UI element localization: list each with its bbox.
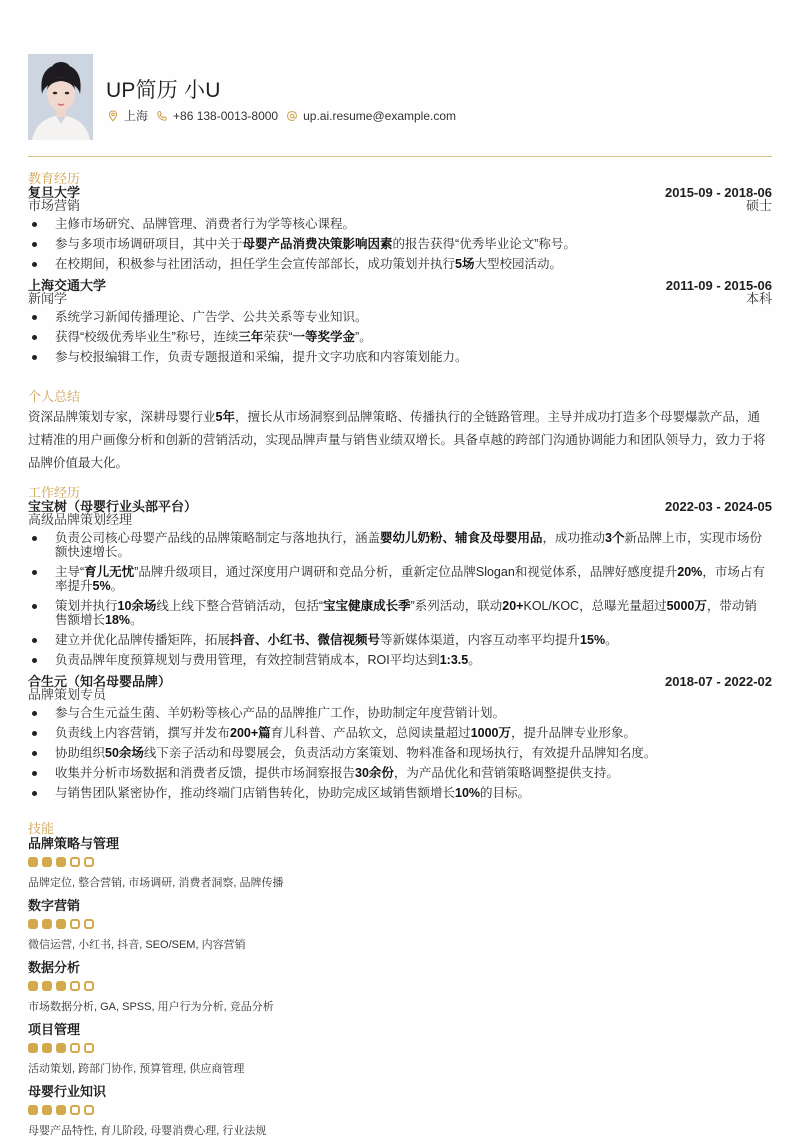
rating-dot-filled-icon (42, 1105, 52, 1115)
rating-dot-empty-icon (84, 981, 94, 991)
text-segment: 负责品牌年度预算规划与费用管理，有效控制营销成本，ROI平均达到 (55, 653, 440, 667)
email (286, 109, 456, 123)
bullet-item (28, 350, 772, 364)
text-segment: 与销售团队紧密协作，推动终端门店销售转化，协助完成区域销售额增长 (55, 786, 456, 800)
text-segment: ，成功推动 (542, 531, 606, 545)
job-title: 品牌策划专员 (28, 687, 107, 702)
bullet-item (28, 531, 772, 559)
date-range: 2018-07 - 2022-02 (665, 674, 772, 689)
bullet-item (28, 237, 772, 251)
bullet-item (28, 565, 772, 593)
rating-dot-empty-icon (70, 1043, 80, 1053)
highlight-text: 婴幼儿奶粉、辅食及母婴用品 (380, 531, 543, 545)
rating-dot-filled-icon (28, 857, 38, 867)
skill-rating (28, 1043, 772, 1054)
text-segment: 。 (130, 613, 143, 627)
bullet-list (28, 217, 772, 271)
skill-item (28, 836, 772, 890)
location (107, 107, 148, 124)
candidate-name: UP简历 小U (106, 79, 221, 102)
highlight-text: 一等奖学金 (292, 330, 356, 344)
section-title: 教育经历 (28, 171, 81, 186)
text-segment: ，市场占有率提升 (55, 565, 765, 593)
text-segment: 参与多项市场调研项目，其中关于 (55, 237, 243, 251)
summary-section (28, 390, 772, 475)
bullet-item (28, 257, 772, 271)
location-text: 上海 (124, 109, 149, 123)
bullet-item (28, 599, 772, 627)
company-name: 合生元（知名母婴品牌） (28, 674, 172, 689)
at-sign-icon (286, 110, 298, 122)
major: 新闻学 (28, 291, 68, 306)
profile-photo (28, 54, 93, 140)
text-segment: 新品牌上市，实现市场份额快速增长。 (55, 531, 763, 559)
bullet-list (28, 310, 772, 364)
contact-info (107, 107, 464, 124)
school-name: 上海交通大学 (28, 278, 107, 293)
work-section (28, 486, 772, 806)
skills-section (28, 822, 772, 1138)
skill-item (28, 960, 772, 1014)
header-divider (28, 156, 772, 157)
bullet-item (28, 786, 772, 800)
education-entry (28, 279, 772, 364)
highlight-text: 5000万 (666, 599, 707, 613)
rating-dot-filled-icon (28, 1105, 38, 1115)
skill-name: 母婴行业知识 (28, 1084, 107, 1099)
highlight-text: 抖音、小红书、微信视频号 (230, 633, 381, 647)
bullet-list (28, 531, 772, 667)
bullet-item (28, 726, 772, 740)
highlight-text: 20% (677, 565, 703, 579)
skill-name: 项目管理 (28, 1022, 81, 1037)
text-segment: 等新媒体渠道，内容互动率平均提升 (380, 633, 581, 647)
rating-dot-empty-icon (70, 981, 80, 991)
text-segment: 。 (468, 653, 481, 667)
highlight-text: 3个 (605, 531, 625, 545)
skill-name: 数据分析 (28, 960, 81, 975)
rating-dot-filled-icon (56, 1043, 66, 1053)
skill-rating (28, 857, 772, 868)
rating-dot-empty-icon (84, 1043, 94, 1053)
bullet-list (28, 706, 772, 800)
skill-keywords: 市场数据分析, GA, SPSS, 用户行为分析, 竞品分析 (28, 1001, 274, 1013)
resume-header (28, 54, 772, 140)
bullet-item (28, 706, 772, 720)
text-segment: 参与合生元益生菌、羊奶粉等核心产品的品牌推广工作，协助制定年度营销计划。 (55, 706, 506, 720)
text-segment: 系统学习新闻传播理论、广告学、公共关系等专业知识。 (55, 310, 368, 324)
rating-dot-filled-icon (28, 981, 38, 991)
text-segment: 收集并分析市场数据和消费者反馈，提供市场洞察报告 (55, 766, 356, 780)
bullet-item (28, 633, 772, 647)
rating-dot-empty-icon (70, 1105, 80, 1115)
text-segment: 荣获“ (263, 330, 293, 344)
text-segment: 策划并执行 (55, 599, 118, 613)
skill-rating (28, 1105, 772, 1116)
date-range: 2015-09 - 2018-06 (665, 185, 772, 200)
text-segment: 负责公司核心母婴产品线的品牌策略制定与落地执行，涵盖 (55, 531, 381, 545)
skill-rating (28, 919, 772, 930)
text-segment: 主导“ (55, 565, 85, 579)
rating-dot-empty-icon (70, 919, 80, 929)
rating-dot-filled-icon (28, 1043, 38, 1053)
email-text[interactable]: up.ai.resume@example.com (303, 108, 457, 123)
highlight-text: 10余场 (117, 599, 157, 613)
text-segment: 在校期间，积极参与社团活动，担任学生会宣传部部长，成功策划并执行 (55, 257, 456, 271)
skill-name: 品牌策略与管理 (28, 836, 120, 851)
highlight-text: 10% (455, 786, 481, 800)
text-segment: 。 (605, 633, 618, 647)
highlight-text: 母婴产品消费决策影响因素 (242, 237, 393, 251)
highlight-text: 宝宝健康成长季 (323, 599, 411, 613)
text-segment: 的报告获得“优秀毕业论文”称号。 (392, 237, 576, 251)
rating-dot-empty-icon (84, 1105, 94, 1115)
text-segment: ，为产品优化和营销策略调整提供支持。 (393, 766, 619, 780)
text-segment: 育儿科普、产品软文，总阅读量超过 (270, 726, 471, 740)
map-pin-icon (107, 110, 119, 122)
date-range: 2022-03 - 2024-05 (665, 499, 772, 514)
degree: 硕士 (745, 198, 772, 213)
phone-icon (156, 110, 168, 122)
highlight-text: 18% (105, 613, 131, 627)
degree: 本科 (745, 291, 772, 306)
section-title: 工作经历 (28, 485, 81, 500)
text-segment: ”。 (355, 330, 372, 344)
major: 市场营销 (28, 198, 81, 213)
rating-dot-filled-icon (42, 857, 52, 867)
skill-rating (28, 981, 772, 992)
education-entry (28, 186, 772, 271)
text-segment: 线上线下整合营销活动，包括“ (156, 599, 324, 613)
skill-item (28, 1022, 772, 1076)
rating-dot-filled-icon (42, 919, 52, 929)
phone (156, 109, 278, 123)
text-segment: 参与校报编辑工作，负责专题报道和采编，提升文字功底和内容策划能力。 (55, 350, 468, 364)
date-range: 2011-09 - 2015-06 (665, 278, 772, 293)
skills-list (28, 836, 772, 1138)
work-entry (28, 500, 772, 667)
highlight-text: 育儿无忧 (84, 565, 135, 579)
text-segment: 的目标。 (480, 786, 531, 800)
text-segment: 大型校园活动。 (474, 257, 562, 271)
text-segment: 获得“校级优秀毕业生”称号，连续 (55, 330, 239, 344)
highlight-text: 30余份 (355, 766, 394, 780)
text-segment: 资深品牌策划专家，深耕母婴行业 (28, 410, 216, 424)
text-segment: 建立并优化品牌传播矩阵，拓展 (55, 633, 231, 647)
phone-text: +86 138-0013-8000 (173, 108, 279, 123)
skill-item (28, 898, 772, 952)
rating-dot-filled-icon (56, 857, 66, 867)
text-segment: ”品牌升级项目，通过深度用户调研和竞品分析，重新定位品牌Slogan和视觉体系，品牌好感度提升 (134, 565, 678, 579)
skill-keywords: 母婴产品特性, 育儿阶段, 母婴消费心理, 行业法规 (28, 1125, 267, 1137)
skill-keywords: 微信运营, 小红书, 抖音, SEO/SEM, 内容营销 (28, 939, 246, 951)
text-segment: ”系列活动，联动 (410, 599, 503, 613)
bullet-item (28, 766, 772, 780)
bullet-item (28, 217, 772, 231)
highlight-text: 5场 (455, 257, 475, 271)
portrait-icon (28, 54, 93, 140)
text-segment: ，擅长从市场洞察到品牌策略、传播执行的全链路管理。主导并成功打造多个母婴爆款产品，通过精准的用户画像分析和创新的营销活动，实现品牌声量与销售业绩双增长。具备卓越的跨部门沟通协调能力和团队领导力，致力于将品牌价值最大化。 (28, 410, 766, 470)
highlight-text: 200+篇 (230, 726, 271, 740)
highlight-text: 50余场 (105, 746, 144, 760)
skill-keywords: 品牌定位, 整合营销, 市场调研, 消费者洞察, 品牌传播 (28, 877, 284, 889)
rating-dot-filled-icon (56, 919, 66, 929)
skill-keywords: 活动策划, 跨部门协作, 预算管理, 供应商管理 (28, 1063, 245, 1075)
highlight-text: 5% (92, 579, 111, 593)
text-segment: 主修市场研究、品牌管理、消费者行为学等核心课程。 (55, 217, 356, 231)
text-segment: 线下亲子活动和母婴展会，负责活动方案策划、物料准备和现场执行，有效提升品牌知名度。 (143, 746, 657, 760)
rating-dot-filled-icon (56, 1105, 66, 1115)
bullet-item (28, 330, 772, 344)
rating-dot-filled-icon (28, 919, 38, 929)
bullet-item (28, 746, 772, 760)
rating-dot-empty-icon (84, 919, 94, 929)
rating-dot-empty-icon (70, 857, 80, 867)
company-name: 宝宝树（母婴行业头部平台） (28, 499, 198, 514)
text-segment: KOL/KOC，总曝光量超过 (523, 599, 667, 613)
skill-name: 数字营销 (28, 898, 81, 913)
rating-dot-filled-icon (56, 981, 66, 991)
bullet-item (28, 310, 772, 324)
section-title: 个人总结 (28, 389, 81, 404)
bullet-item (28, 653, 772, 667)
highlight-text: 1000万 (470, 726, 511, 740)
summary-text (28, 406, 772, 475)
text-segment: 协助组织 (55, 746, 106, 760)
text-segment: 。 (110, 579, 124, 593)
highlight-text: 1:3.5 (439, 653, 469, 667)
rating-dot-filled-icon (42, 981, 52, 991)
work-entry (28, 675, 772, 800)
rating-dot-empty-icon (84, 857, 94, 867)
highlight-text: 5年 (215, 410, 235, 424)
section-title: 技能 (28, 821, 55, 836)
job-title: 高级品牌策划经理 (28, 512, 133, 527)
text-segment: ，带动销售额增长 (55, 599, 757, 627)
highlight-text: 20+ (502, 599, 524, 613)
rating-dot-filled-icon (42, 1043, 52, 1053)
highlight-text: 15% (580, 633, 606, 647)
highlight-text: 三年 (238, 330, 264, 344)
school-name: 复旦大学 (28, 185, 81, 200)
text-segment: ，提升品牌专业形象。 (511, 726, 637, 740)
education-section (28, 172, 772, 370)
skill-item (28, 1084, 772, 1138)
text-segment: 负责线上内容营销，撰写并发布 (55, 726, 231, 740)
